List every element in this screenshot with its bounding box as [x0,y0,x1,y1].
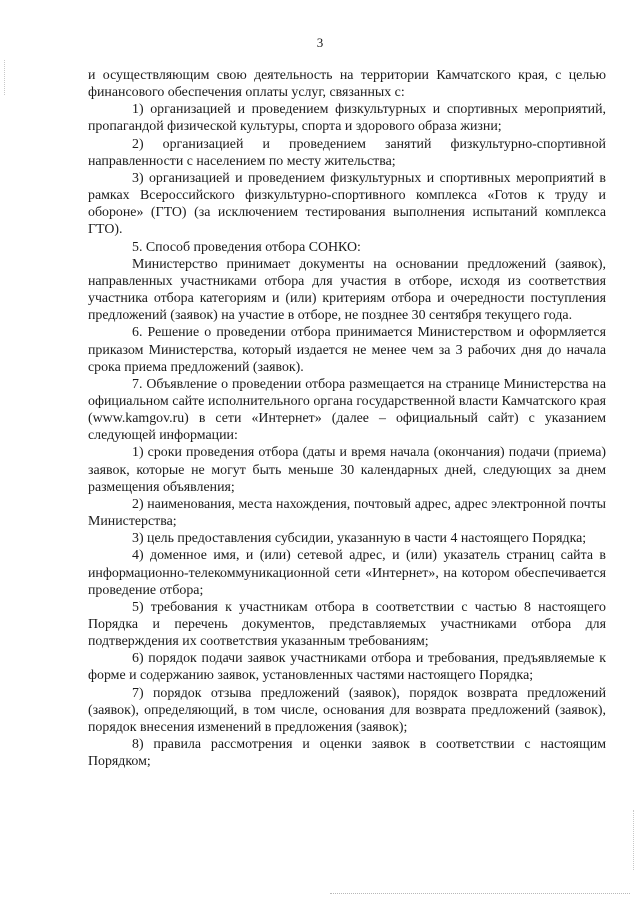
document-body [88,67,606,770]
paragraph-info-5: 5) требования к участникам отбора в соответствии с частью 8 настоящего Порядка и перечень документов, представляемых участниками отбора для подтверждения их соответствия указанным требованиям; [88,599,606,650]
paragraph-info-1: 1) сроки проведения отбора (даты и время начала (окончания) подачи (приема) заявок, которые не могут быть меньше 30 календарных дней, следующих за днем размещения объявления; [88,445,606,495]
paragraph-info-2: 2) наименования, места нахождения, почтовый адрес, адрес электронной почты Министерства; [88,496,606,530]
scan-edge-mark [633,810,634,870]
section-heading-5: 5. Способ проведения отбора СОНКО: [132,239,361,255]
paragraph-info-8: 8) правила рассмотрения и оценки заявок в соответствии с настоящим Порядком; [88,737,606,770]
paragraph-item-3: 3) организацией и проведением физкультурных и спортивных мероприятий в рамках Всероссийского физкультурно-спортивного комплекса «Готов к труду и обороне» (ГТО) (за исключением тестирования выполнения испытаний комплекса ГТО). [88,170,606,238]
scan-edge-mark [4,60,5,95]
paragraph-ministry-accepts: Министерство принимает документы на основании предложений (заявок), направленных участниками отбора для участия в отборе, исходя из соответствия участника отбора категориям и (или) критериям отбора и очередности поступления предложений (заявок) на участие в отборе, не позднее 30 сентября текущего года. [88,256,606,324]
paragraph-info-3: 3) цель предоставления субсидии, указанную в части 4 настоящего Порядка; [132,531,587,547]
paragraph-item-2: 2) организацией и проведением занятий физкультурно-спортивной направленности с населением по месту жительства; [88,136,606,169]
page-number: 3 [316,35,324,50]
paragraph-info-6: 6) порядок подачи заявок участниками отбора и требования, предъявляемые к форме и содержанию заявок, установленных частями настоящего Порядка; [88,651,606,684]
paragraph-section-6: 6. Решение о проведении отбора принимается Министерством и оформляется приказом Министерства, который издается не менее чем за 3 рабочих дня до начала срока приема предложений (заявок). [88,325,606,375]
paragraph-info-7: 7) порядок отзыва предложений (заявок), порядок возврата предложений (заявок), определяющий, в том числе, основания для возврата предложений (заявок), порядок внесения изменений в предложения (заявок); [88,685,606,735]
paragraph-section-7: 7. Объявление о проведении отбора размещается на странице Министерства на официальном сайте исполнительного органа государственной власти Камчатского края (www.kamgov.ru) в сети «Интернет» (далее – официальный сайт) с указанием следующей информации: [88,376,606,444]
paragraph-info-4: 4) доменное имя, и (или) сетевой адрес, и (или) указатель страниц сайта в информационно-телекоммуникационной сети «Интернет», на котором обеспечивается проведение отбора; [88,548,606,598]
paragraph-item-1: 1) организацией и проведением физкультурных и спортивных мероприятий, пропагандой физической культуры, спорта и здорового образа жизни; [88,102,606,135]
paragraph-intro: и осуществляющим свою деятельность на территории Камчатского края, с целью финансового обеспечения оплаты услуг, связанных с: [88,68,606,101]
scan-bottom-rule [330,893,630,894]
